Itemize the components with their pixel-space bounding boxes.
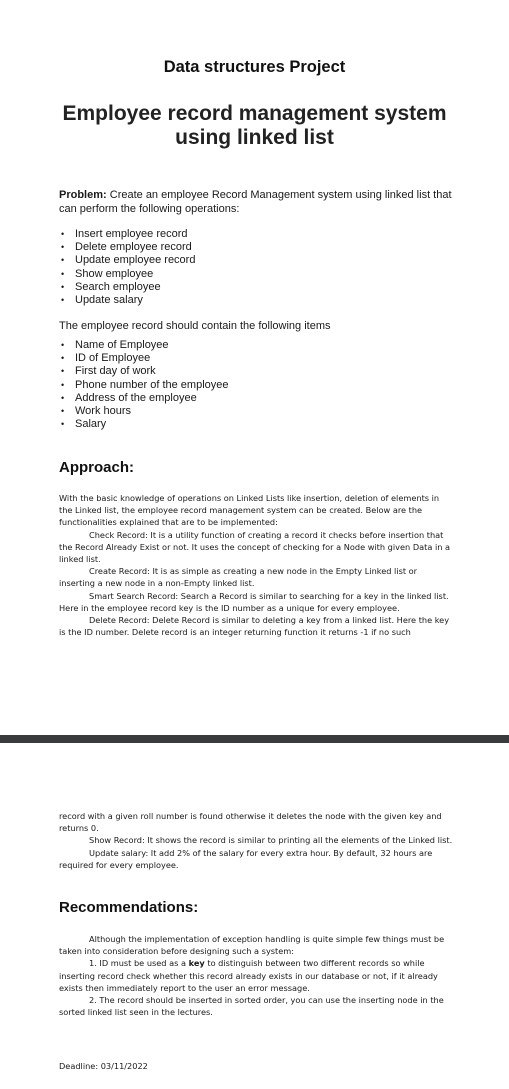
approach-continuation	[59, 810, 455, 871]
list-item: • Delete employee record	[59, 241, 195, 254]
list-item: • Update salary	[59, 294, 195, 307]
recommendation-text: 1. ID must be used as a	[89, 958, 189, 969]
approach-paragraph: Delete Record: Delete Record is similar to deleting a key from a linked list. Here the key is the ID number. Delete record is an integer returning function it returns -1 if no such	[59, 615, 450, 638]
problem-text: Create an employee Record Management system using linked list that can perform the following operations:	[59, 189, 452, 215]
approach-body	[59, 492, 455, 638]
list-item: • ID of Employee	[59, 352, 229, 365]
recommendation-item-2: 2. The record should be inserted in sorted order, you can use the inserting node in the sorted linked list seen in the lectures.	[59, 995, 444, 1018]
continuation-paragraph: record with a given roll number is found otherwise it deletes the node with the given key and returns 0.	[59, 811, 442, 834]
list-item: • Address of the employee	[59, 392, 229, 405]
document-title: Employee record management system using linked list	[62, 102, 447, 149]
list-item: • Work hours	[59, 405, 229, 418]
list-item: • First day of work	[59, 365, 229, 378]
list-item: • Search employee	[59, 281, 195, 294]
deadline: Deadline: 03/11/2022	[59, 1061, 148, 1071]
recommendations-heading: Recommendations:	[59, 899, 199, 916]
list-item: • Insert employee record	[59, 228, 195, 241]
continuation-paragraph: Update salary: It add 2% of the salary for every extra hour. By default, 32 hours are required for every employee.	[59, 847, 433, 870]
list-item: • Name of Employee	[59, 339, 229, 352]
continuation-paragraph: Show Record: It shows the record is similar to printing all the elements of the Linked list.	[89, 835, 453, 846]
approach-heading: Approach:	[59, 459, 134, 476]
list-item: • Show employee	[59, 268, 195, 281]
approach-paragraph: Smart Search Record: Search a Record is similar to searching for a key in the linked list. Here in the employee record key is the ID number as a unique for every employee.	[59, 590, 449, 613]
course-title: Data structures Project	[163, 58, 346, 76]
approach-paragraph: Create Record: It is as simple as creating a new node in the Empty Linked list or inserting a new node in a non-Empty linked list.	[59, 566, 418, 589]
problem-label: Problem:	[59, 189, 107, 201]
recommendation-key-word: key	[188, 958, 205, 969]
page-separator	[0, 735, 509, 743]
list-item: • Update employee record	[59, 254, 195, 267]
list-item: • Salary	[59, 418, 229, 431]
document-page-2	[0, 743, 509, 1089]
record-intro: The employee record should contain the following items	[59, 320, 331, 332]
recommendations-intro: Although the implementation of exception handling is quite simple few things must be taken into consideration before designing such a system:	[59, 934, 445, 957]
approach-paragraph: Check Record: It is a utility function of creating a record it checks before insertion that the Record Already Exist or not. It uses the concept of checking for a Node with given Data in a linked list.	[59, 529, 451, 565]
operations-list	[59, 228, 195, 307]
record-items-list	[59, 339, 229, 431]
recommendation-text: to distinguish between two different records so while inserting record check whether this record already exists in our database or not, if it already exists then immediately report to the user an error message.	[59, 958, 438, 993]
recommendations-body	[59, 933, 455, 1018]
recommendation-item-1	[59, 957, 455, 994]
problem-statement	[59, 189, 459, 216]
approach-paragraph: With the basic knowledge of operations on Linked Lists like insertion, deletion of elements in the Linked list, the employee record management system can be created. Below are the functionalities explained that are to be implemented:	[59, 493, 440, 528]
list-item: • Phone number of the employee	[59, 379, 229, 392]
